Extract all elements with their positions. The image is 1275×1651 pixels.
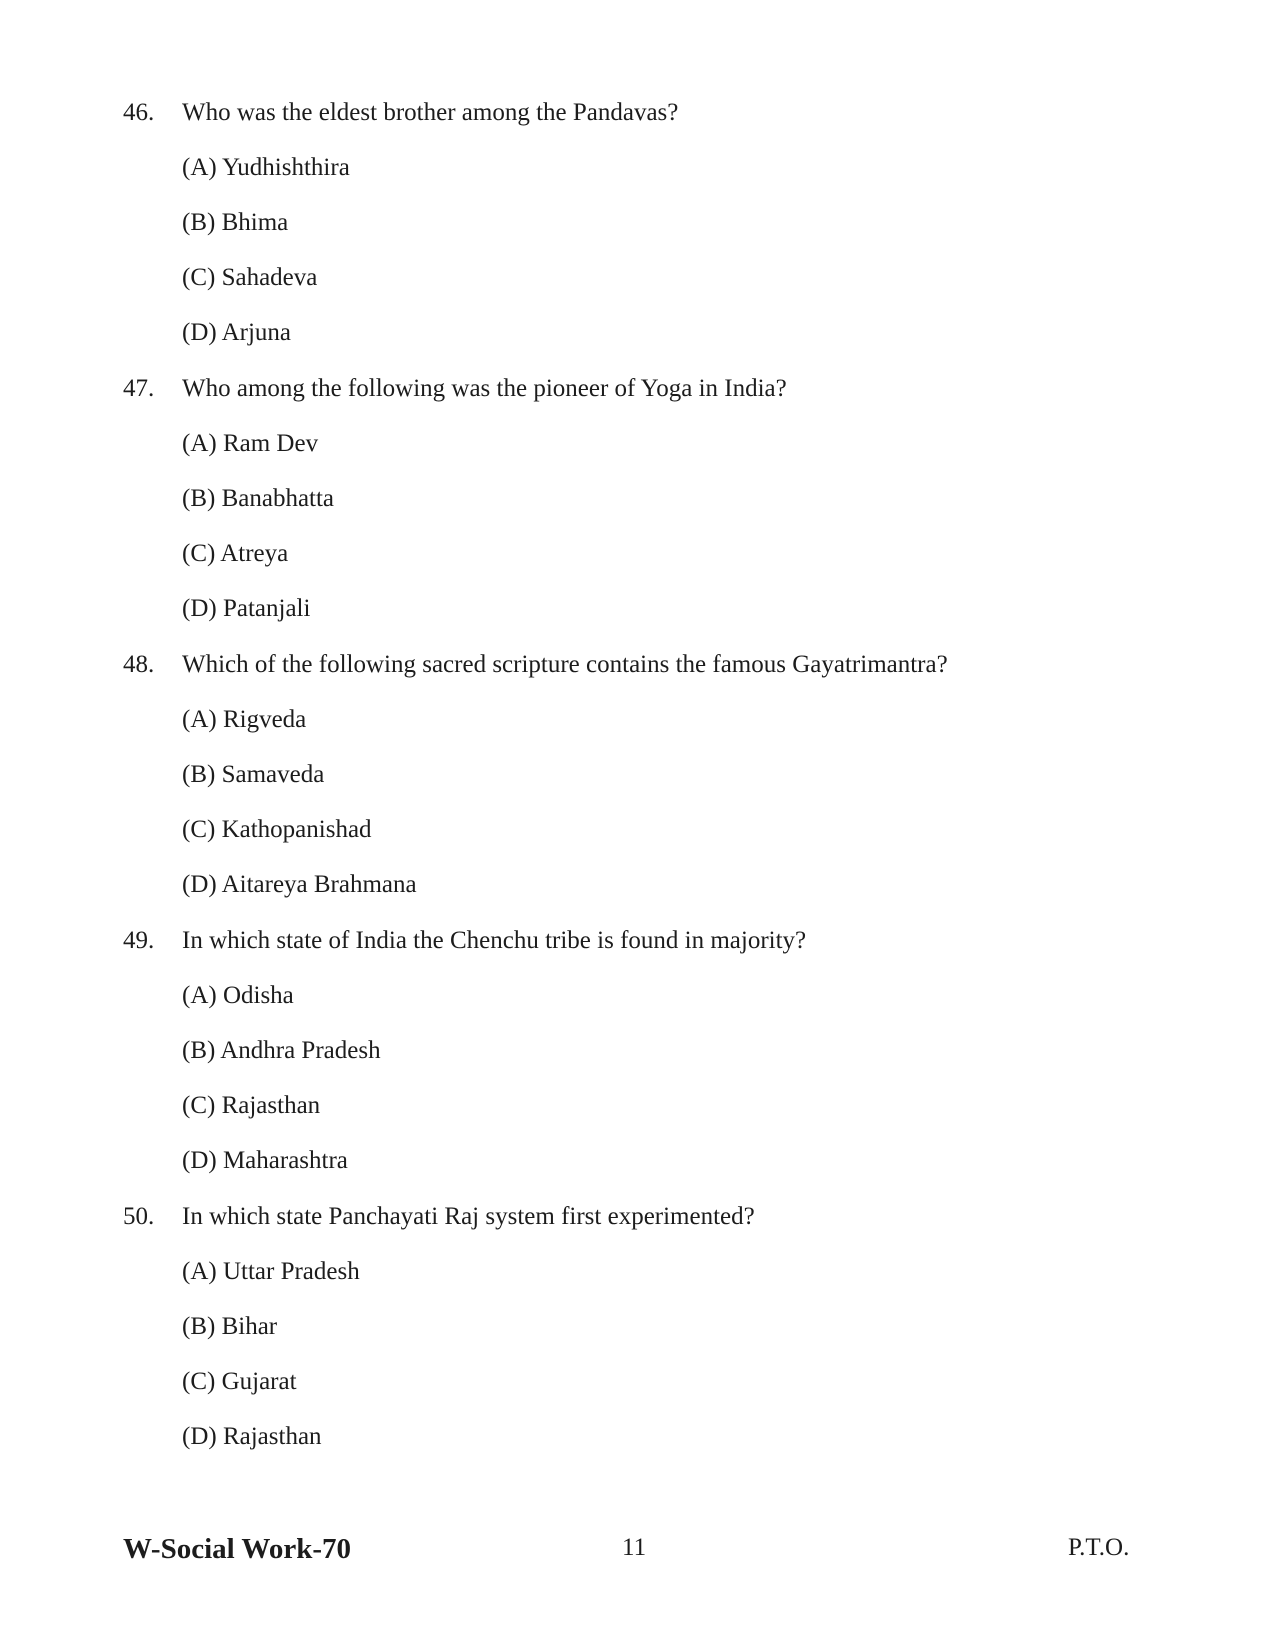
option-a: (A) Odisha [182, 982, 294, 1009]
option-b: (B) Andhra Pradesh [182, 1037, 381, 1064]
question-number: 49. [123, 927, 155, 954]
option-b: (B) Bhima [182, 209, 289, 236]
question-number: 47. [123, 375, 155, 402]
option-a: (A) Rigveda [182, 706, 307, 733]
option-d: (D) Arjuna [182, 319, 291, 346]
option-b: (B) Samaveda [182, 761, 325, 788]
option-c: (C) Rajasthan [182, 1092, 321, 1119]
question-text: Which of the following sacred scripture contains the famous Gayatrimantra? [182, 651, 948, 678]
option-a: (A) Uttar Pradesh [182, 1258, 360, 1285]
option-c: (C) Gujarat [182, 1368, 297, 1395]
option-c: (C) Atreya [182, 540, 289, 567]
option-a: (A) Yudhishthira [182, 154, 350, 181]
question-text: In which state of India the Chenchu tribe is found in majority? [182, 927, 807, 954]
question-number: 50. [123, 1203, 155, 1230]
question-text: Who among the following was the pioneer of Yoga in India? [182, 375, 787, 402]
option-b: (B) Bihar [182, 1313, 278, 1340]
option-d: (D) Patanjali [182, 595, 311, 622]
question-text: In which state Panchayati Raj system first experimented? [182, 1203, 755, 1230]
option-b: (B) Banabhatta [182, 485, 335, 512]
option-d: (D) Maharashtra [182, 1147, 348, 1174]
paper-code: W-Social Work-70 [123, 1533, 351, 1565]
option-c: (C) Sahadeva [182, 264, 318, 291]
option-a: (A) Ram Dev [182, 430, 319, 457]
pto-note: P.T.O. [1068, 1534, 1130, 1561]
question-number: 48. [123, 651, 155, 678]
option-d: (D) Rajasthan [182, 1423, 322, 1450]
option-d: (D) Aitareya Brahmana [182, 871, 417, 898]
question-number: 46. [123, 99, 155, 126]
page-number: 11 [622, 1534, 647, 1561]
question-text: Who was the eldest brother among the Pandavas? [182, 99, 679, 126]
option-c: (C) Kathopanishad [182, 816, 372, 843]
